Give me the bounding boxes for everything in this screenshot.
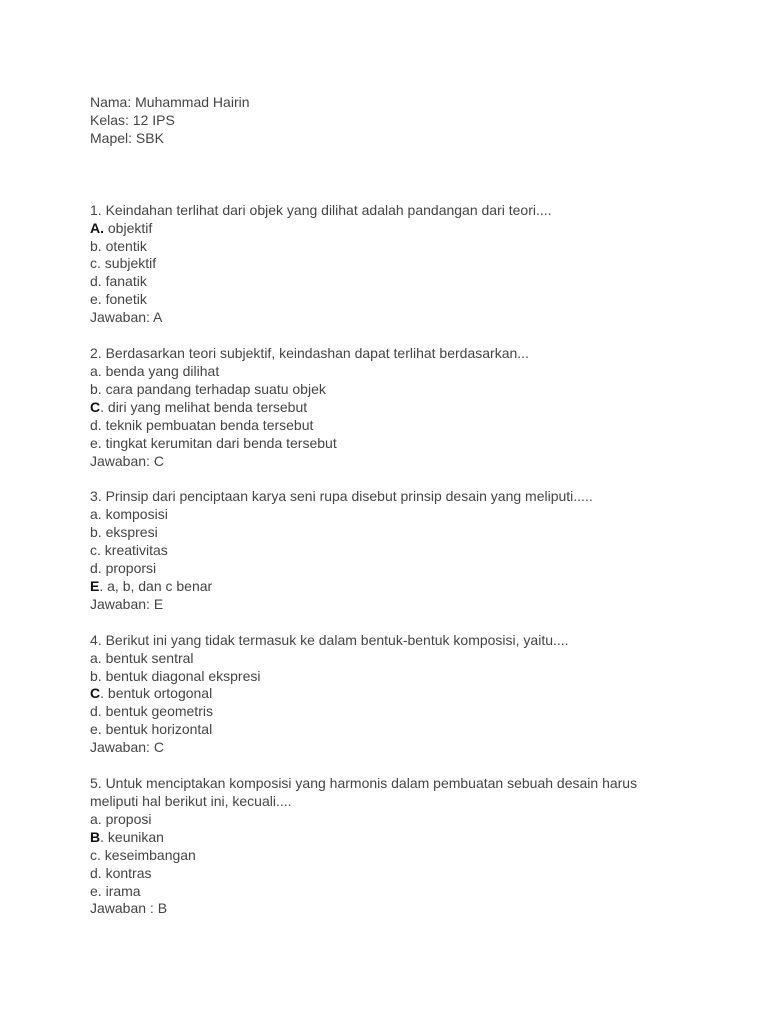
option-text: . bentuk ortogonal <box>100 685 213 702</box>
answer-option <box>90 668 710 686</box>
option-text: kreativitas <box>100 542 168 559</box>
option-text: subjektif <box>100 255 157 272</box>
option-letter: a. <box>90 649 102 666</box>
answer-option <box>90 721 710 739</box>
option-letter: C <box>90 398 101 415</box>
option-text: proposi <box>101 810 152 827</box>
answer-option <box>90 883 710 901</box>
answer-option <box>90 703 710 721</box>
option-letter: c. <box>90 542 101 559</box>
option-text: ekspresi <box>101 524 158 541</box>
option-letter: e. <box>90 882 102 899</box>
option-letter: d. <box>90 864 102 881</box>
answer-option <box>90 381 710 399</box>
option-text: bentuk horizontal <box>101 721 213 738</box>
option-letter: d. <box>90 560 102 577</box>
answer-option <box>90 417 710 435</box>
option-text: objektif <box>104 219 153 236</box>
question-block <box>90 488 710 613</box>
answer-option <box>90 542 710 560</box>
option-text: . a, b, dan c benar <box>99 577 213 594</box>
question-text: 5. Untuk menciptakan komposisi yang harmonis dalam pembuatan sebuah desain harus meliputi hal berikut ini, kecuali.... <box>90 775 638 809</box>
option-text: cara pandang terhadap suatu objek <box>101 380 326 397</box>
student-name: Nama: Muhammad Hairin <box>90 94 250 110</box>
answer-key: Jawaban: C <box>90 739 164 756</box>
question-list <box>90 202 710 919</box>
answer-option <box>90 238 710 256</box>
option-text: fonetik <box>101 291 147 308</box>
option-letter: b. <box>90 524 102 541</box>
option-letter: b. <box>90 380 102 397</box>
option-letter: a. <box>90 362 102 379</box>
option-letter: E <box>90 577 100 594</box>
option-letter: C <box>90 685 101 702</box>
question-text: 3. Prinsip dari penciptaan karya seni rupa disebut prinsip desain yang meliputi..... <box>90 488 593 505</box>
option-letter: e. <box>90 721 102 738</box>
option-text: . keunikan <box>100 828 164 845</box>
question-text: 4. Berikut ini yang tidak termasuk ke dalam bentuk-bentuk komposisi, yaitu.... <box>90 631 569 648</box>
question-block <box>90 632 710 757</box>
option-letter: c. <box>90 846 101 863</box>
answer-option <box>90 255 710 273</box>
answer-key: Jawaban : B <box>90 900 168 917</box>
student-class: Kelas: 12 IPS <box>90 111 175 128</box>
option-text: fanatik <box>101 273 147 290</box>
option-letter: d. <box>90 703 102 720</box>
option-text: bentuk sentral <box>101 649 194 666</box>
option-text: komposisi <box>101 506 168 523</box>
answer-option <box>90 650 710 668</box>
answer-option <box>90 506 710 524</box>
option-text: . diri yang melihat benda tersebut <box>100 398 308 415</box>
answer-key: Jawaban: E <box>90 595 164 612</box>
answer-key: Jawaban: C <box>90 452 164 469</box>
answer-option <box>90 524 710 542</box>
question-text: 1. Keindahan terlihat dari objek yang dilihat adalah pandangan dari teori.... <box>90 201 552 218</box>
option-letter: e. <box>90 434 102 451</box>
option-letter: d. <box>90 273 102 290</box>
option-text: kontras <box>101 864 152 881</box>
option-text: otentik <box>101 237 147 254</box>
question-block <box>90 775 710 918</box>
option-letter: c. <box>90 255 101 272</box>
option-letter: d. <box>90 416 102 433</box>
option-text: keseimbangan <box>100 846 196 863</box>
answer-option <box>90 685 710 703</box>
question-block <box>90 202 710 327</box>
option-text: tingkat kerumitan dari benda tersebut <box>101 434 337 451</box>
option-letter: a. <box>90 506 102 523</box>
answer-option <box>90 435 710 453</box>
option-text: bentuk geometris <box>101 703 213 720</box>
answer-key: Jawaban: A <box>90 309 163 326</box>
option-text: teknik pembuatan benda tersebut <box>101 416 314 433</box>
option-letter: A. <box>90 219 104 236</box>
option-text: proporsi <box>101 560 157 577</box>
answer-option <box>90 273 710 291</box>
student-subject: Mapel: SBK <box>90 129 164 146</box>
option-text: bentuk diagonal ekspresi <box>101 667 261 684</box>
answer-option <box>90 399 710 417</box>
option-letter: b. <box>90 237 102 254</box>
answer-option <box>90 847 710 865</box>
option-letter: a. <box>90 810 102 827</box>
option-text: benda yang dilihat <box>101 362 220 379</box>
answer-option <box>90 363 710 381</box>
student-info <box>90 94 710 148</box>
option-text: irama <box>101 882 141 899</box>
option-letter: b. <box>90 667 102 684</box>
answer-option <box>90 291 710 309</box>
answer-option <box>90 560 710 578</box>
document-page <box>90 94 710 936</box>
answer-option <box>90 220 710 238</box>
option-letter: B <box>90 828 101 845</box>
answer-option <box>90 829 710 847</box>
question-block <box>90 345 710 470</box>
option-letter: e. <box>90 291 102 308</box>
question-text: 2. Berdasarkan teori subjektif, keindashan dapat terlihat berdasarkan... <box>90 345 529 362</box>
answer-option <box>90 578 710 596</box>
answer-option <box>90 811 710 829</box>
answer-option <box>90 865 710 883</box>
